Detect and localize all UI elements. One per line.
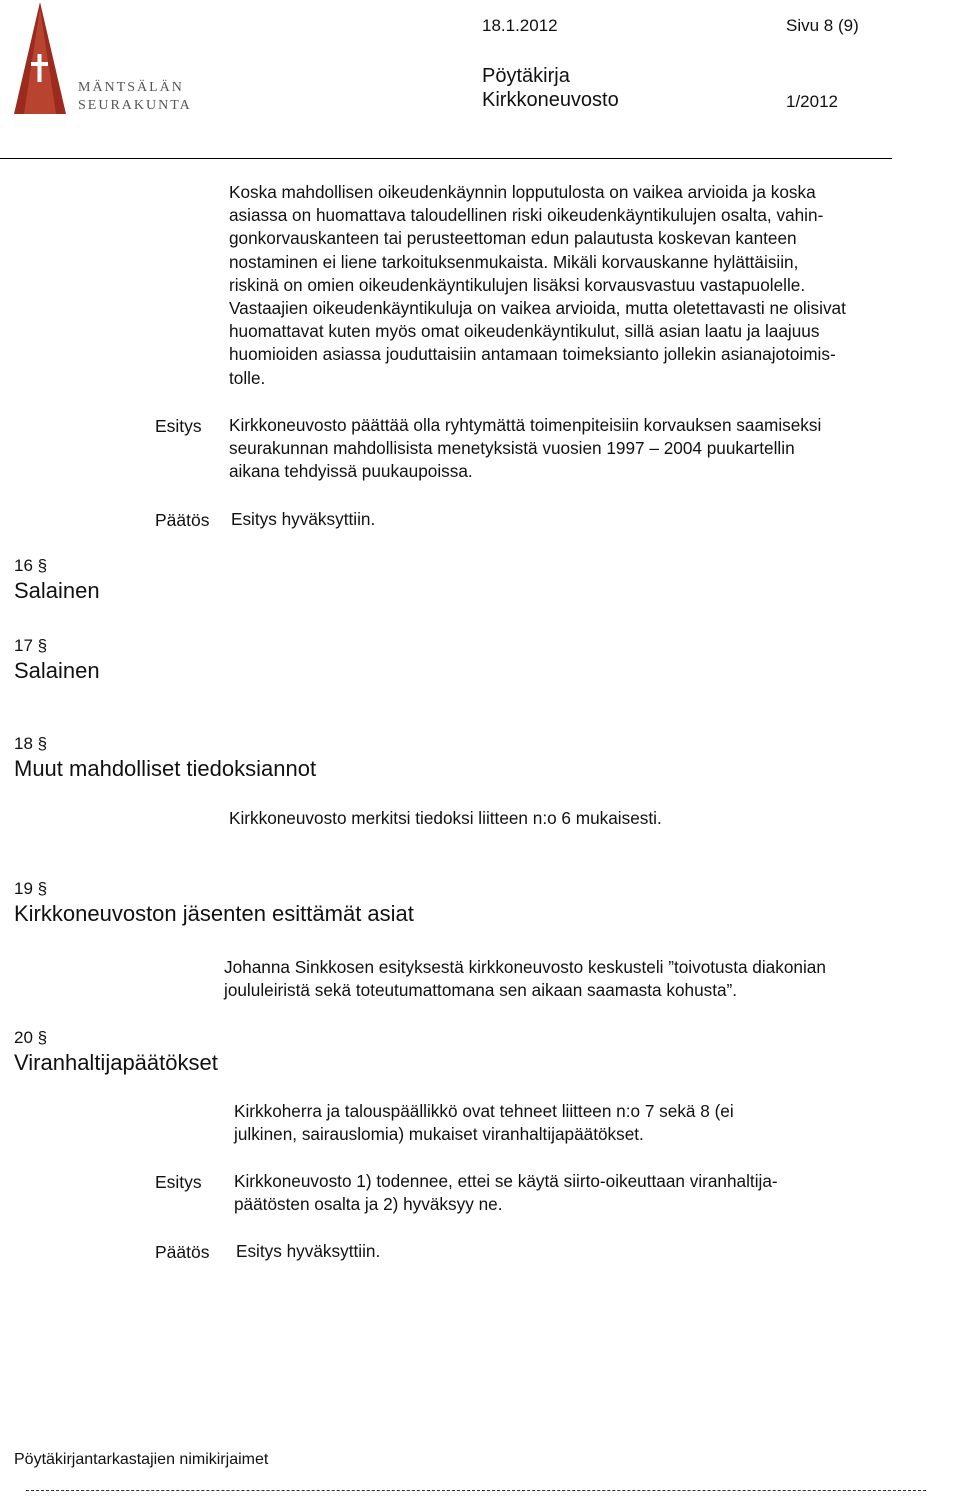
section-20-esitys-label: Esitys	[155, 1172, 202, 1192]
esitys-line: Kirkkoneuvosto päättää olla ryhtymättä toimenpiteisiin korvauksen saamiseksi	[229, 415, 822, 435]
section-20-line: Kirkkoherra ja talouspäällikkö ovat tehneet liitteen n:o 7 sekä 8 (ei	[234, 1101, 734, 1121]
section-18-number: 18 §	[14, 734, 48, 753]
section-19-title: Kirkkoneuvoston jäsenten esittämät asiat	[14, 901, 414, 926]
esitys-text	[229, 414, 959, 484]
section-19-text	[224, 956, 954, 1002]
header-body-name: Kirkkoneuvosto	[482, 89, 619, 111]
intro-line: riskinä on omien oikeudenkäyntikulujen lisäksi korvausvastuu vastapuolelle.	[229, 274, 806, 295]
intro-line: huomioiden asiassa jouduttaisiin antamaan toimeksianto jollekin asianajotoimis-	[229, 344, 836, 365]
intro-line: nostaminen ei liene tarkoituksenmukaista. Mikäli korvauskanne hylättäisiin,	[229, 251, 799, 272]
logo-text-line2: SEURAKUNTA	[78, 98, 192, 113]
signature-line	[26, 1490, 926, 1491]
intro-line: Koska mahdollisen oikeudenkäynnin lopputulosta on vaikea arvioida ja koska	[229, 182, 816, 202]
parish-logo	[12, 2, 192, 114]
section-19-line: Johanna Sinkkosen esityksestä kirkkoneuvosto keskusteli ”toivotusta diakonian	[224, 957, 826, 977]
esitys-label: Esitys	[155, 416, 202, 436]
logo-text-line1: MÄNTSÄLÄN	[78, 80, 184, 95]
section-20-text	[234, 1100, 954, 1146]
section-20-line: julkinen, sairauslomia) mukaiset viranhaltijapäätökset.	[234, 1124, 644, 1145]
section-20-esitys-line: Kirkkoneuvosto 1) todennee, ettei se käytä siirto-oikeuttaan viranhaltija-	[234, 1171, 778, 1191]
section-17-number: 17 §	[14, 636, 48, 655]
paatos-label: Päätös	[155, 510, 210, 530]
esitys-line: seurakunnan mahdollisista menetyksistä vuosien 1997 – 2004 puukartellin	[229, 438, 795, 459]
section-20-paatos-text: Esitys hyväksyttiin.	[236, 1241, 381, 1261]
section-19-line: joululeiristä sekä toteutumattomana sen aikaan saamasta kohusta”.	[224, 980, 738, 1001]
section-20-number: 20 §	[14, 1028, 48, 1047]
header-doc-type: Pöytäkirja	[482, 65, 570, 87]
paatos-text: Esitys hyväksyttiin.	[231, 509, 376, 529]
section-18-title: Muut mahdolliset tiedoksiannot	[14, 756, 317, 781]
header-meeting-number: 1/2012	[786, 92, 838, 111]
intro-line: Vastaajien oikeudenkäyntikuluja on vaikea arvioida, mutta oletettavasti ne olisivat	[229, 298, 846, 319]
esitys-line: aikana tehdyissä puukaupoissa.	[229, 461, 473, 482]
section-16-number: 16 §	[14, 556, 48, 575]
header-divider	[0, 158, 892, 159]
section-20-esitys-line: päätösten osalta ja 2) hyväksyy ne.	[234, 1194, 503, 1215]
intro-line: asiassa on huomattava taloudellinen riski oikeudenkäyntikulujen osalta, vahin-	[229, 205, 824, 226]
section-19-number: 19 §	[14, 879, 48, 898]
intro-paragraph	[229, 181, 959, 390]
header-date: 18.1.2012	[482, 16, 558, 35]
header-page-number: Sivu 8 (9)	[786, 16, 859, 35]
footer-signature-label: Pöytäkirjantarkastajien nimikirjaimet	[14, 1451, 269, 1468]
section-16-title: Salainen	[14, 578, 100, 603]
intro-line: gonkorvauskanteen tai perusteettoman edun palautusta koskevan kanteen	[229, 228, 797, 249]
section-20-title: Viranhaltijapäätökset	[14, 1050, 218, 1075]
intro-line: tolle.	[229, 367, 266, 388]
section-20-esitys-text	[234, 1170, 954, 1216]
section-20-paatos-label: Päätös	[155, 1242, 210, 1262]
section-17-title: Salainen	[14, 658, 100, 683]
intro-line: huomattavat kuten myös omat oikeudenkäyntikulut, sillä asian laatu ja laajuus	[229, 321, 820, 342]
church-logo-icon	[12, 2, 72, 114]
section-18-text: Kirkkoneuvosto merkitsi tiedoksi liitteen n:o 6 mukaisesti.	[229, 808, 662, 828]
